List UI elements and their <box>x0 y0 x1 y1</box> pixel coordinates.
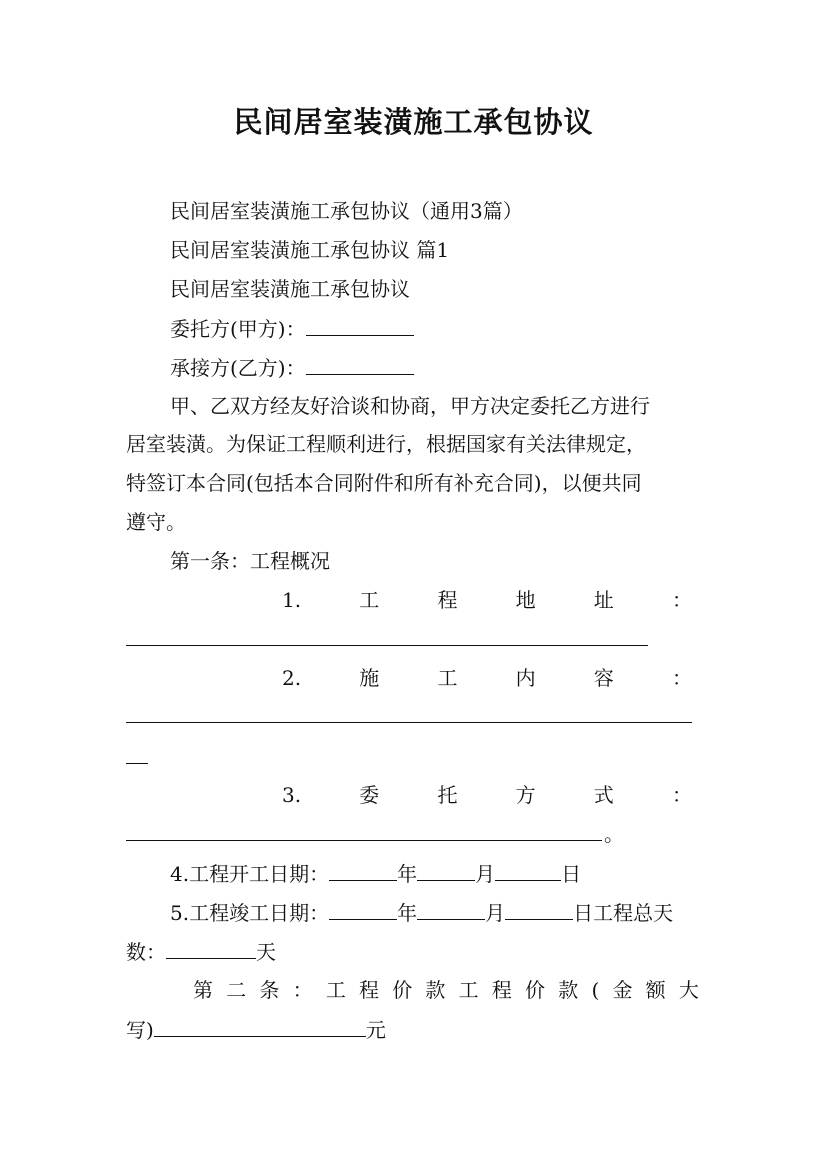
content-blank <box>126 722 692 723</box>
start-year-blank <box>329 858 397 881</box>
article-char: 价 <box>525 978 546 1002</box>
total-days-label: 数： <box>126 940 166 964</box>
item-construction-content <box>282 663 692 693</box>
article-char: 款 <box>425 978 446 1002</box>
item-project-address <box>282 585 692 615</box>
item-char: ： <box>671 588 692 612</box>
total-days-line <box>126 936 276 967</box>
end-month-blank <box>417 897 485 920</box>
paragraph-line: 居室装潢。为保证工程顺利进行，根据国家有关法律规定， <box>126 432 646 456</box>
document-title: 民间居室装潢施工承包协议 <box>233 105 594 139</box>
year-label: 年 <box>397 862 418 886</box>
item-char: 2. <box>282 666 302 690</box>
end-year-blank <box>329 897 397 920</box>
article-char: 大 <box>678 978 699 1002</box>
item-char: 址 <box>593 588 614 612</box>
item-char: 1. <box>282 588 302 612</box>
party-a-blank <box>306 313 414 336</box>
method-period: 。 <box>604 822 624 846</box>
item-char: 委 <box>359 783 380 807</box>
item-char: 地 <box>515 588 536 612</box>
item-commission-method <box>282 780 692 810</box>
paragraph-line: 遵守。 <box>126 510 186 534</box>
amount-line <box>126 1014 386 1045</box>
item-char: 程 <box>437 588 458 612</box>
item-char: 工 <box>359 588 380 612</box>
article-char: 程 <box>359 978 380 1002</box>
party-b-line <box>170 352 414 383</box>
article-char: 条 <box>259 978 280 1002</box>
article-char: ： <box>292 978 313 1002</box>
article-char: 程 <box>491 978 512 1002</box>
method-blank <box>126 840 602 841</box>
item-char: 3. <box>282 783 302 807</box>
end-day-blank <box>505 897 573 920</box>
days-unit: 天 <box>256 940 276 964</box>
article-two-heading <box>193 975 699 1005</box>
item-char: 方 <box>515 783 536 807</box>
content-blank-continued <box>126 763 148 764</box>
paragraph-line: 特签订本合同(包括本合同附件和所有补充合同)，以便共同 <box>126 471 642 495</box>
month-label: 月 <box>475 862 496 886</box>
party-a-label: 委托方(甲方)： <box>170 317 306 341</box>
article-char: 二 <box>226 978 247 1002</box>
start-month-blank <box>417 858 475 881</box>
end-date-line <box>170 897 673 928</box>
total-days-blank <box>166 936 256 959</box>
party-b-label: 承接方(乙方)： <box>170 356 306 380</box>
address-blank <box>126 645 648 646</box>
article-char: 第 <box>193 978 213 1002</box>
subtitle-part: 民间居室装潢施工承包协议 篇1 <box>170 238 450 262</box>
item-char: 内 <box>515 666 536 690</box>
article-char: 金 <box>612 978 633 1002</box>
start-date-line <box>170 858 581 889</box>
day-label: 日 <box>561 862 582 886</box>
year-label: 年 <box>397 901 418 925</box>
article-one-heading: 第一条：工程概况 <box>170 549 330 573</box>
party-b-blank <box>306 352 414 375</box>
start-date-label: 4.工程开工日期： <box>170 862 330 886</box>
paragraph-line: 甲、乙双方经友好洽谈和协商，甲方决定委托乙方进行 <box>170 394 650 418</box>
item-char: ： <box>671 666 692 690</box>
item-char: 施 <box>359 666 380 690</box>
article-char: 价 <box>392 978 413 1002</box>
article-char: ( <box>591 978 600 1002</box>
article-char: 工 <box>458 978 479 1002</box>
item-char: 工 <box>437 666 458 690</box>
day-total-label: 日工程总天 <box>573 901 674 925</box>
month-label: 月 <box>485 901 506 925</box>
article-char: 额 <box>645 978 666 1002</box>
item-char: 容 <box>593 666 614 690</box>
item-char: ： <box>671 783 692 807</box>
amount-blank <box>154 1014 366 1037</box>
article-char: 工 <box>325 978 346 1002</box>
end-date-label: 5.工程竣工日期： <box>170 901 330 925</box>
amount-label: 写) <box>126 1018 154 1042</box>
article-char: 款 <box>558 978 579 1002</box>
party-a-line <box>170 313 414 344</box>
item-char: 托 <box>437 783 458 807</box>
subtitle-collection: 民间居室装潢施工承包协议（通用3篇） <box>170 199 523 223</box>
agreement-heading: 民间居室装潢施工承包协议 <box>170 277 410 301</box>
start-day-blank <box>495 858 561 881</box>
amount-unit: 元 <box>365 1018 386 1042</box>
item-char: 式 <box>593 783 614 807</box>
